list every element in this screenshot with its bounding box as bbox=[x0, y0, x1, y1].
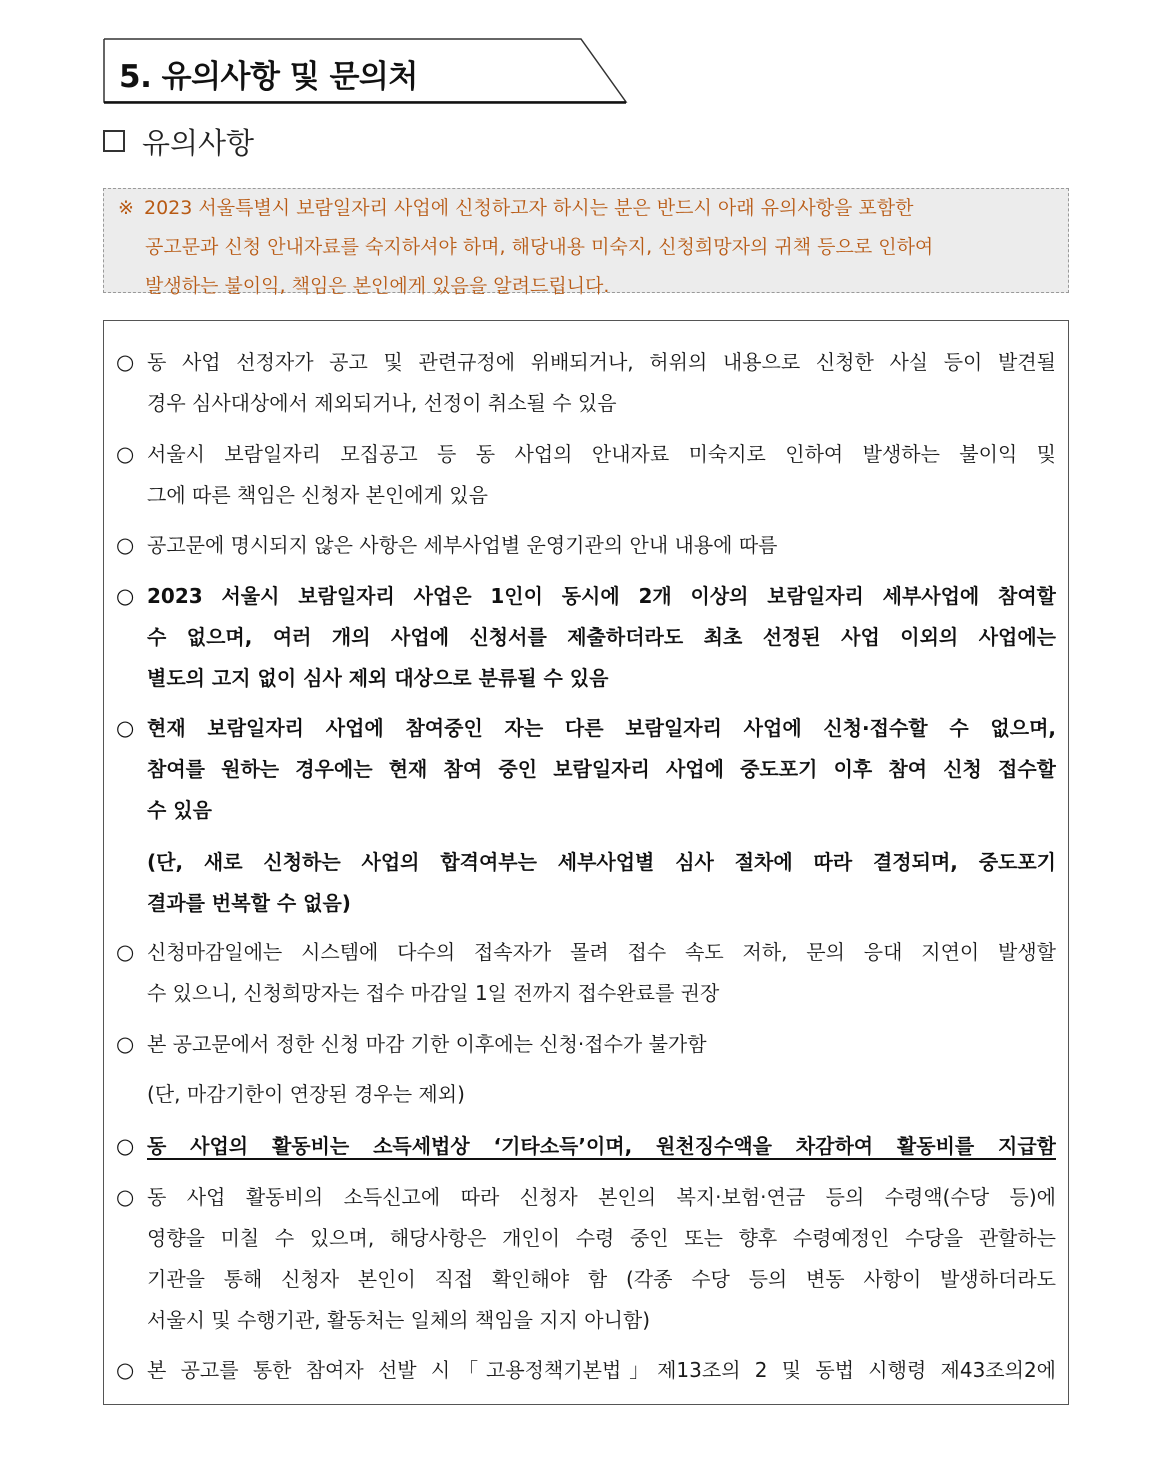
notice-box bbox=[103, 188, 1069, 297]
circle-bullet-icon: ○ bbox=[116, 940, 135, 964]
section-title: 5. 유의사항 및 문의처 bbox=[119, 59, 418, 95]
list-item: ○ 본 공고를 통한 참여자 선발 시「고용정책기본법」제13조의 2 및 동법 시행령 제43조의2에 bbox=[116, 1350, 1056, 1391]
list-item: ○ 공고문에 명시되지 않은 사항은 세부사업별 운영기관의 안내 내용에 따름 bbox=[116, 525, 1056, 566]
item-note: (단, 새로 신청하는 사업의 합격여부는 세부사업별 심사 절차에 따라 결정되며, 중도포기 bbox=[147, 850, 1056, 874]
circle-bullet-icon: ○ bbox=[116, 350, 135, 374]
circle-bullet-icon: ○ bbox=[116, 1032, 135, 1056]
notice-line: 발생하는 불이익, 책임은 본인에게 있음을 알려드립니다. bbox=[145, 275, 610, 297]
list-item: ○ 동 사업 활동비의 소득신고에 따라 신청자 본인의 복지·보험·연금 등의 수령액(수당 등)에 영향을 미칠 수 있으며, 해당사항은 개인이 수령 중인 또는 향후 수령예정인 수당을 관할하는 기관을 통해 신청자 본인이 직접 확인해야 함 (각종 수당 등의 변동 사항이 발생하더라도 서울시 및 수행기관, 활동처는 일체의 책임을 지지 아니함) bbox=[116, 1177, 1056, 1341]
checkbox-icon bbox=[103, 130, 125, 152]
notice-line: ※ 2023 서울특별시 보람일자리 사업에 신청하고자 하시는 분은 반드시 아래 유의사항을 포함한 bbox=[118, 189, 1058, 228]
circle-bullet-icon: ○ bbox=[116, 1358, 135, 1382]
list-item: ○ 본 공고문에서 정한 신청 마감 기한 이후에는 신청·접수가 불가함 (단, 마감기한이 연장된 경우는 제외) bbox=[116, 1024, 1056, 1115]
notice-line: 공고문과 신청 안내자료를 숙지하셔야 하며, 해당내용 미숙지, 신청희망자의 귀책 등으로 인하여 bbox=[145, 236, 934, 258]
item-note: (단, 마감기한이 연장된 경우는 제외) bbox=[147, 1082, 465, 1106]
list-item: ○ 동 사업의 활동비는 소득세법상 ‘기타소득’이며, 원천징수액을 차감하여 활동비를 지급함 bbox=[116, 1126, 1056, 1167]
circle-bullet-icon: ○ bbox=[116, 442, 135, 466]
circle-bullet-icon: ○ bbox=[116, 1134, 135, 1158]
list-item: ○ 현재 보람일자리 사업에 참여중인 자는 다른 보람일자리 사업에 신청·접수할 수 없으며, 참여를 원하는 경우에는 현재 참여 중인 보람일자리 사업에 중도포기 이후 참여 신청 접수할 수 있음 (단, 새로 신청하는 사업의 합격여부는 세부사업별 심사 절차에 따라 결정되며, 중도포기 결과를 번복할 수 없음) bbox=[116, 708, 1056, 924]
subheading-label: 유의사항 bbox=[142, 125, 255, 160]
list-item: ○ 서울시 보람일자리 모집공고 등 동 사업의 안내자료 미숙지로 인하여 발생하는 불이익 및 그에 따른 책임은 신청자 본인에게 있음 bbox=[116, 434, 1056, 516]
circle-bullet-icon: ○ bbox=[116, 533, 135, 557]
subheading bbox=[103, 120, 254, 162]
notes-list bbox=[103, 320, 1069, 1405]
circle-bullet-icon: ○ bbox=[116, 1185, 135, 1209]
circle-bullet-icon: ○ bbox=[116, 716, 135, 740]
list-item: ○ 신청마감일에는 시스템에 다수의 접속자가 몰려 접수 속도 저하, 문의 응대 지연이 발생할 수 있으니, 신청희망자는 접수 마감일 1일 전까지 접수완료를 권장 bbox=[116, 932, 1056, 1014]
circle-bullet-icon: ○ bbox=[116, 584, 135, 608]
list-item: ○ 2023 서울시 보람일자리 사업은 1인이 동시에 2개 이상의 보람일자리 세부사업에 참여할 수 없으며, 여러 개의 사업에 신청서를 제출하더라도 최초 선정된 사업 이외의 사업에는 별도의 고지 없이 심사 제외 대상으로 분류될 수 있음 bbox=[116, 576, 1056, 699]
list-item: ○ 동 사업 선정자가 공고 및 관련규정에 위배되거나, 허위의 내용으로 신청한 사실 등이 발견될 경우 심사대상에서 제외되거나, 선정이 취소될 수 있음 bbox=[116, 342, 1056, 424]
section-header bbox=[103, 38, 628, 104]
reference-mark-icon: ※ bbox=[118, 197, 134, 219]
